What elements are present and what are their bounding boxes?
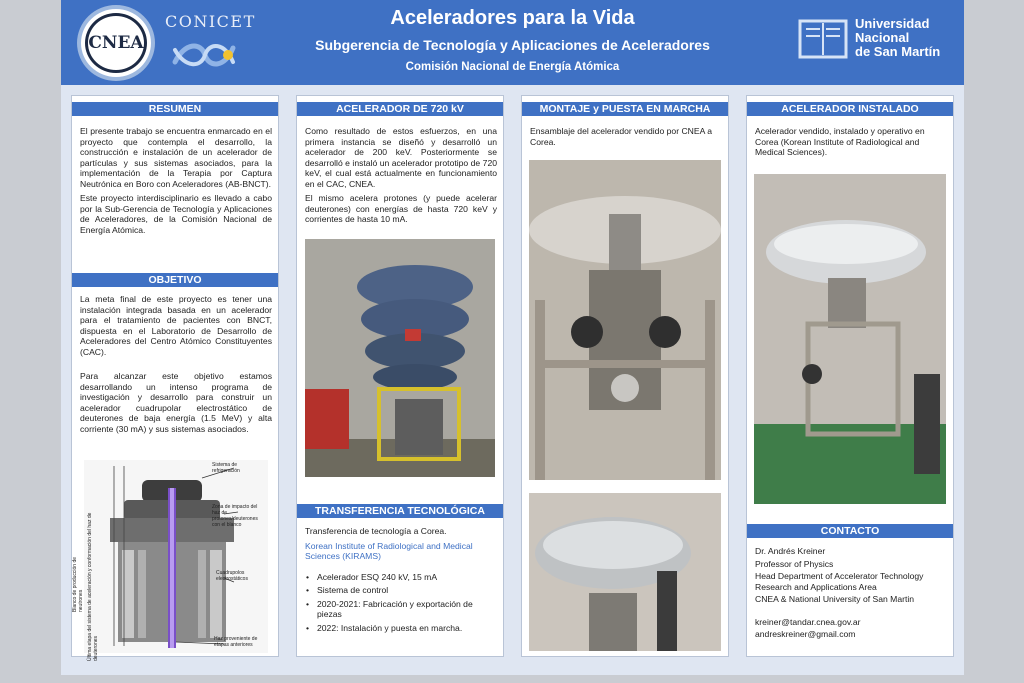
poster-organization: Comisión Nacional de Energía Atómica (405, 61, 620, 73)
column-montaje (521, 95, 729, 657)
unsam-line-3: de San Martín (855, 44, 941, 59)
resumen-text (80, 126, 272, 239)
list-item: • Acelerador ESQ 240 kV, 15 mA (305, 572, 497, 583)
column-resumen-objetivo (71, 95, 279, 661)
poster (61, 0, 964, 675)
objetivo-paragraph-2: Para alcanzar este objetivo estamos desarrollando un intenso programa de investigación y desarrollo para construir un acelerador cuadrupolar electrostático de deuterones de baja energía (1.5 MeV) y alta corriente (30 mA) y sus sistemas asociados. (80, 371, 272, 434)
contact-name: Dr. Andrés Kreiner (755, 546, 826, 556)
column-instalado-contacto (746, 95, 954, 657)
contact-email-2[interactable]: andreskreiner@gmail.com (755, 629, 856, 639)
diagram-label-last-stage: Última etapa del sistema de aceleración y conformación del haz de deuterones (87, 512, 99, 661)
contact-department: Head Department of Accelerator Technology Research and Applications Area (755, 571, 924, 592)
column-acelerador-transferencia (296, 95, 504, 657)
poster-title: Aceleradores para la Vida (390, 7, 635, 29)
transferencia-text (305, 526, 497, 636)
transferencia-intro: Transferencia de tecnología a Corea. (305, 526, 447, 536)
resumen-paragraph-2: Este proyecto interdisciplinario es llevado a cabo por la Sub-Gerencia de Tecnología y Aplicaciones de Aceleradores, de la Comisión Nacional de Energía Atómica. (80, 193, 272, 235)
assembly-drawing (529, 160, 721, 480)
poster-header (61, 0, 964, 85)
montaje-title: MONTAJE y PUESTA EN MARCHA (522, 102, 728, 116)
contact-role: Professor of Physics (755, 558, 834, 569)
unsam-line-1: Universidad (855, 16, 930, 31)
contact-email-1[interactable]: kreiner@tandar.cnea.gov.ar (755, 616, 861, 627)
objetivo-text (80, 294, 272, 438)
diagram-label-quad: Cuadrupolos electrostáticos (216, 570, 248, 582)
diagram-label-impact: Zona de impacto del haz de protones/deuterones con el blanco (212, 504, 258, 528)
poster-subtitle: Subgerencia de Tecnología y Aplicaciones de Aceleradores (315, 37, 710, 53)
unsam-book-icon (798, 17, 848, 61)
contact-institution: CNEA & National University of San Martin (755, 594, 915, 604)
diagram-label-production: Blanco de producción de neutrones (72, 556, 84, 612)
dome-assembly-drawing (529, 493, 721, 651)
acelerador-paragraph-1: Como resultado de estos esfuerzos, en una primera instancia se diseñó y desarrolló un acelerador de 200 keV. Posteriormente se desarrolló e instaló un acelerador prototipo de 720 keV, el cual está actualmente en funcionamiento en el CAC, CNEA. (305, 126, 497, 189)
cnea-logo-text: CNEA (85, 13, 147, 73)
assembly-photo (529, 160, 721, 480)
accelerator-diagram-drawing (84, 460, 268, 653)
montaje-text: Ensamblaje del acelerador vendido por CNEA a Corea. (530, 126, 713, 147)
list-item: • 2020-2021: Fabricación y exportación de piezas (305, 599, 497, 620)
resumen-title: RESUMEN (72, 102, 278, 116)
diagram-label-cooling: Sistema de refrigeración (212, 462, 240, 474)
list-item: • 2022: Instalación y puesta en marcha. (305, 623, 497, 634)
transferencia-title: TRANSFERENCIA TECNOLÓGICA (297, 504, 503, 518)
acelerador-title: ACELERADOR DE 720 kV (297, 102, 503, 116)
transferencia-list (305, 572, 497, 634)
installed-accelerator-photo (754, 174, 946, 504)
instalado-title: ACELERADOR INSTALADO (747, 102, 953, 116)
accelerator-720kv-drawing (305, 239, 495, 477)
dome-assembly-photo (529, 493, 721, 651)
instalado-text: Acelerador vendido, instalado y operativo en Corea (Korean Institute of Radiological and Medical Sciences). (755, 126, 925, 157)
kirams-link[interactable]: Korean Institute of Radiological and Medical Sciences (KIRAMS) (305, 540, 473, 561)
acelerador-text (305, 126, 497, 229)
conicet-logo-text: CONICET (165, 12, 256, 31)
unsam-line-2: Nacional (855, 30, 910, 45)
list-item: • Sistema de control (305, 585, 497, 596)
unsam-logo-text (855, 17, 940, 59)
accelerator-diagram (72, 460, 268, 661)
accelerator-720kv-photo (305, 239, 495, 477)
installed-accelerator-drawing (754, 174, 946, 504)
resumen-paragraph-1: El presente trabajo se encuentra enmarcado en el proyecto que contempla el desarrollo, la construcción e instalación de un acelerador de partículas y sus sistemas asociados, para la implementación de la Terapia por Captura Neutrónica en Boro con Aceleradores (AB-BNCT). (80, 126, 272, 189)
objetivo-title: OBJETIVO (72, 273, 278, 287)
diagram-label-beam: Haz proveniente de etapas anteriores (214, 636, 258, 648)
contacto-text (755, 546, 947, 644)
acelerador-paragraph-2: El mismo acelera protones (y puede acelerar deuterones) con energías de hasta 720 keV y corrientes de hasta 10 mA. (305, 193, 497, 224)
contacto-title: CONTACTO (747, 524, 953, 538)
objetivo-paragraph-1: La meta final de este proyecto es tener una instalación integrada basada en un acelerador para el tratamiento de pacientes con BNCT, dispuesta en el Laboratorio de Desarrollo de Aceleradores del Centro Atómico Constituyentes (CAC). (80, 294, 272, 357)
